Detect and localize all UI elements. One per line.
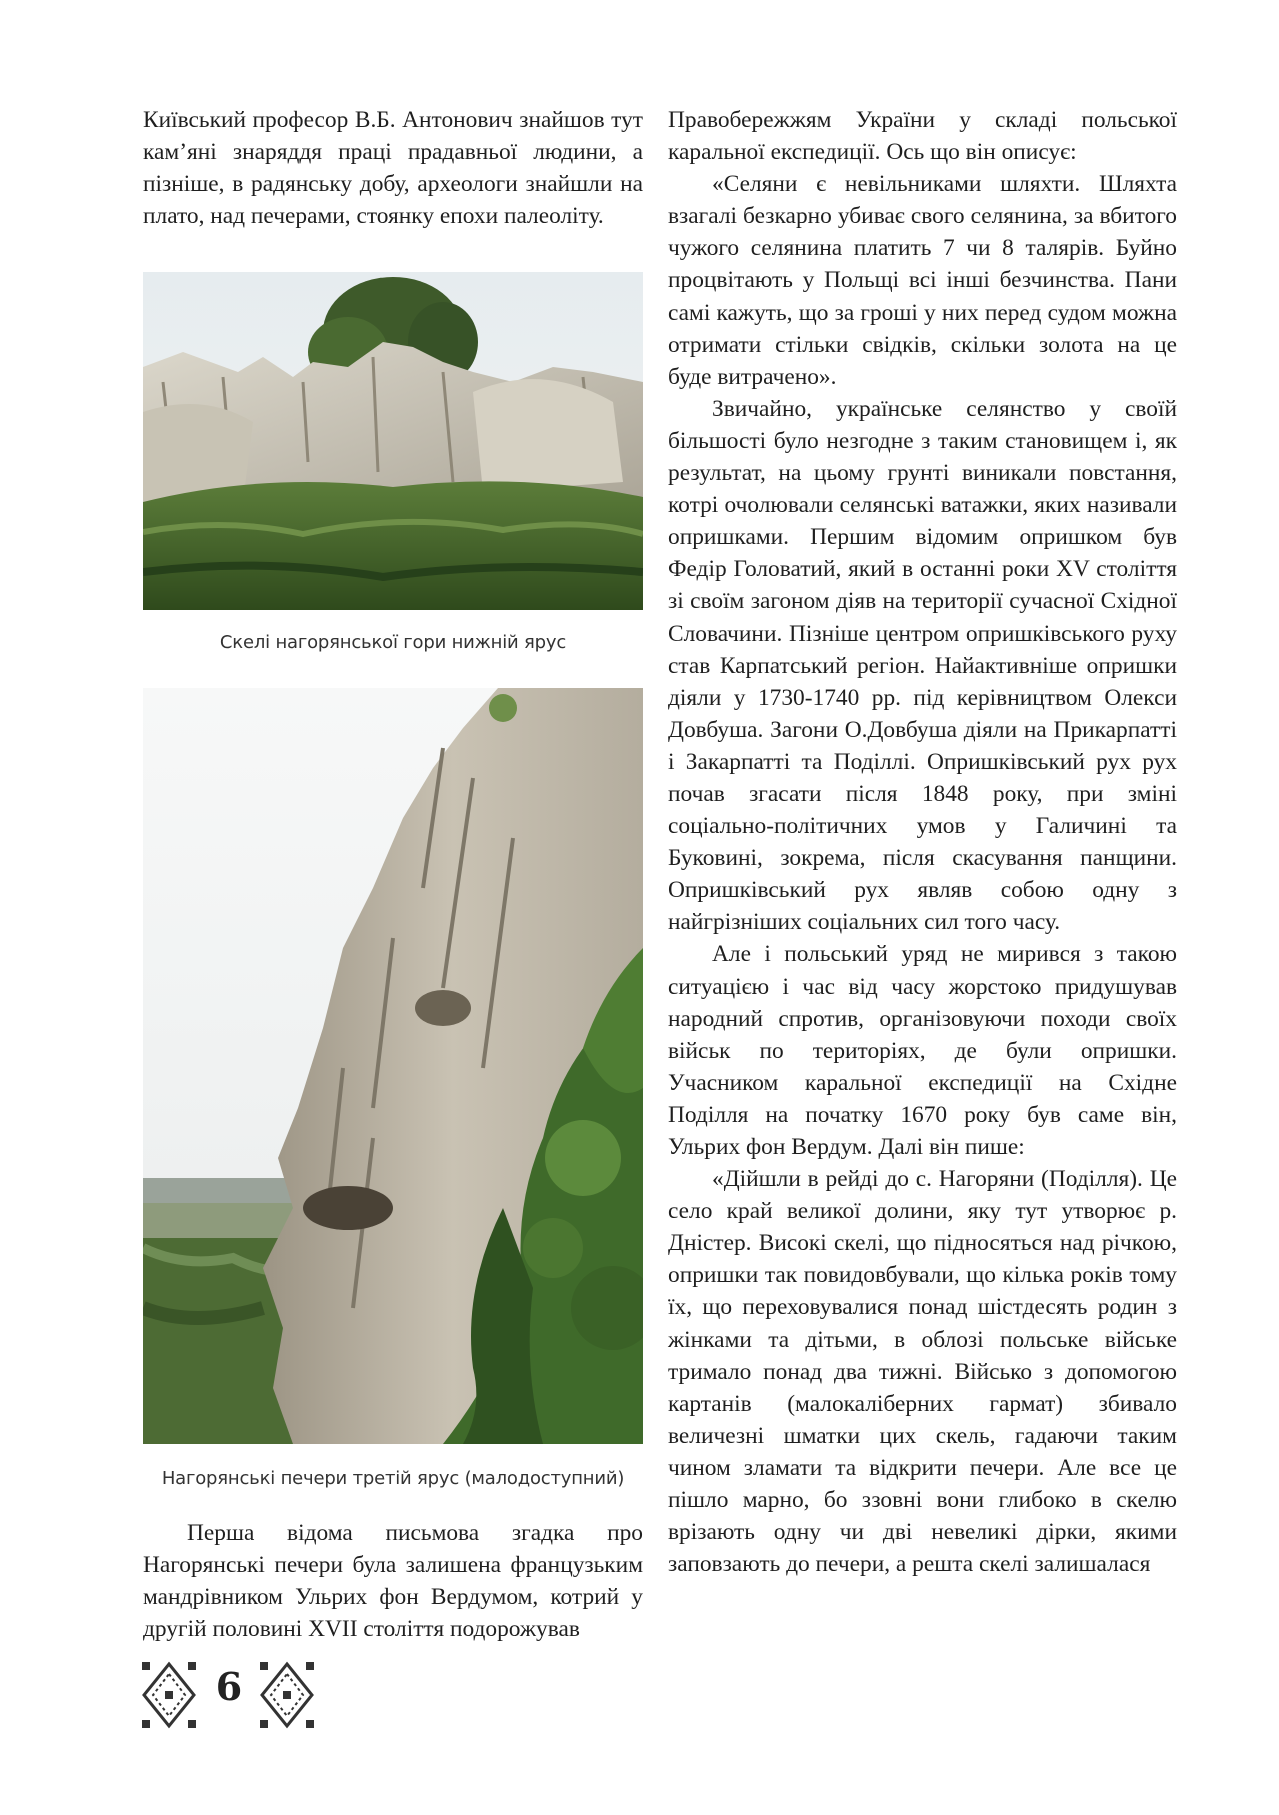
right-paragraph-3: Звичайно, українське селянство у своїй більшості було незгодне з таким становищем і, як результат, на цьому грунті виникали повстання, котрі очолювали селянські ватажки, яких називали опришками. Першим відомим опришком був Федір Головатий, який в останні роки XV століття зі своїм загоном діяв на території сучасної Східної Словачини. Пізніше центром опришківського руху став Карпатський регіон. Найактивніше опришки діяли у 1730-1740 рр. під керівництвом Олекси Довбуша. Загони О.Довбуша діяли на Прикарпатті і Закарпатті та Поділлі. Опришківський рух рух почав згасати після 1848 року, при зміні соціально-політичних умов у Галичині та Буковині, зокрема, після скасування панщини. Опришківський рух являв собою одну з найгрізніших соціальних сил того часу. [668,395,1177,936]
photo-lower-tier-rocks [143,272,643,610]
right-paragraph-4: Але і польський уряд не мирився з такою ситуацією і час від часу жорстоко придушував народний спротив, організовуючи походи своїх військ по територіях, де були опришки. Учасником каральної експедиції на Східне Поділля на початку 1670 року був саме він, Ульрих фон Вердум. Далі він пише: [668,941,1177,1160]
right-column [668,104,1177,1580]
photo2-caption: Нагорянські печери третій ярус (малодоступний) [161,1468,625,1489]
photo-third-tier-caves [143,688,643,1444]
intro-paragraph: Київський професор В.Б. Антонович знайшов тут кам’яні знаряддя праці прадавньої людини, а пізніше, в радянську добу, археологи знайшли на плато, над печерами, стоянку епохи палеоліту. [143,107,643,230]
right-paragraph-2-quote: «Селяни є невільниками шляхти. Шляхта взагалі безкарно убиває свого селянина, за вбитого чужого селянина платить 7 чи 8 талярів. Буйно процвітають у Польщі всі інші безчинства. Пани самі кажуть, що за гроші у них перед судом можна отримати стільки свідків, скільки золота на це буде витрачено». [668,171,1177,390]
photo1-caption: Скелі нагорянської гори нижній ярус [219,632,567,653]
page-footer [140,1658,320,1734]
first-mention-paragraph: Перша відома письмова згадка про Нагорянські печери була залишена французьким мандрівником Ульрих фон Вердумом, котрий у другій половині XVII століття подорожував [143,1520,643,1643]
ornament-left-icon [140,1660,198,1730]
ornament-right-icon [258,1660,316,1730]
right-paragraph-5-quote: «Дійшли в рейді до с. Нагоряни (Поділля). Це село край великої долини, яку тут утворює р. Дністер. Високі скелі, що підносяться над річкою, опришки так повидовбували, що кілька років тому їх, що переховувалися понад шістдесять родин з жінками та дітьми, в облозі польське війське тримало понад два тижні. Військо з допомогою картанів (малокаліберних гармат) збивало величезні шматки цих скель, гадаючи таким чином зламати та відкрити печери. Але все це пішло марно, бо ззовні вони глибоко в скелю врізають одну чи дві невеликі дірки, якими заповзають до печери, а решта скелі залишалася [668,1166,1177,1578]
page-number: 6 [215,1664,243,1709]
right-paragraph-1: Правобережжям України у складі польської каральної експедиції. Ось що він описує: [668,107,1177,166]
